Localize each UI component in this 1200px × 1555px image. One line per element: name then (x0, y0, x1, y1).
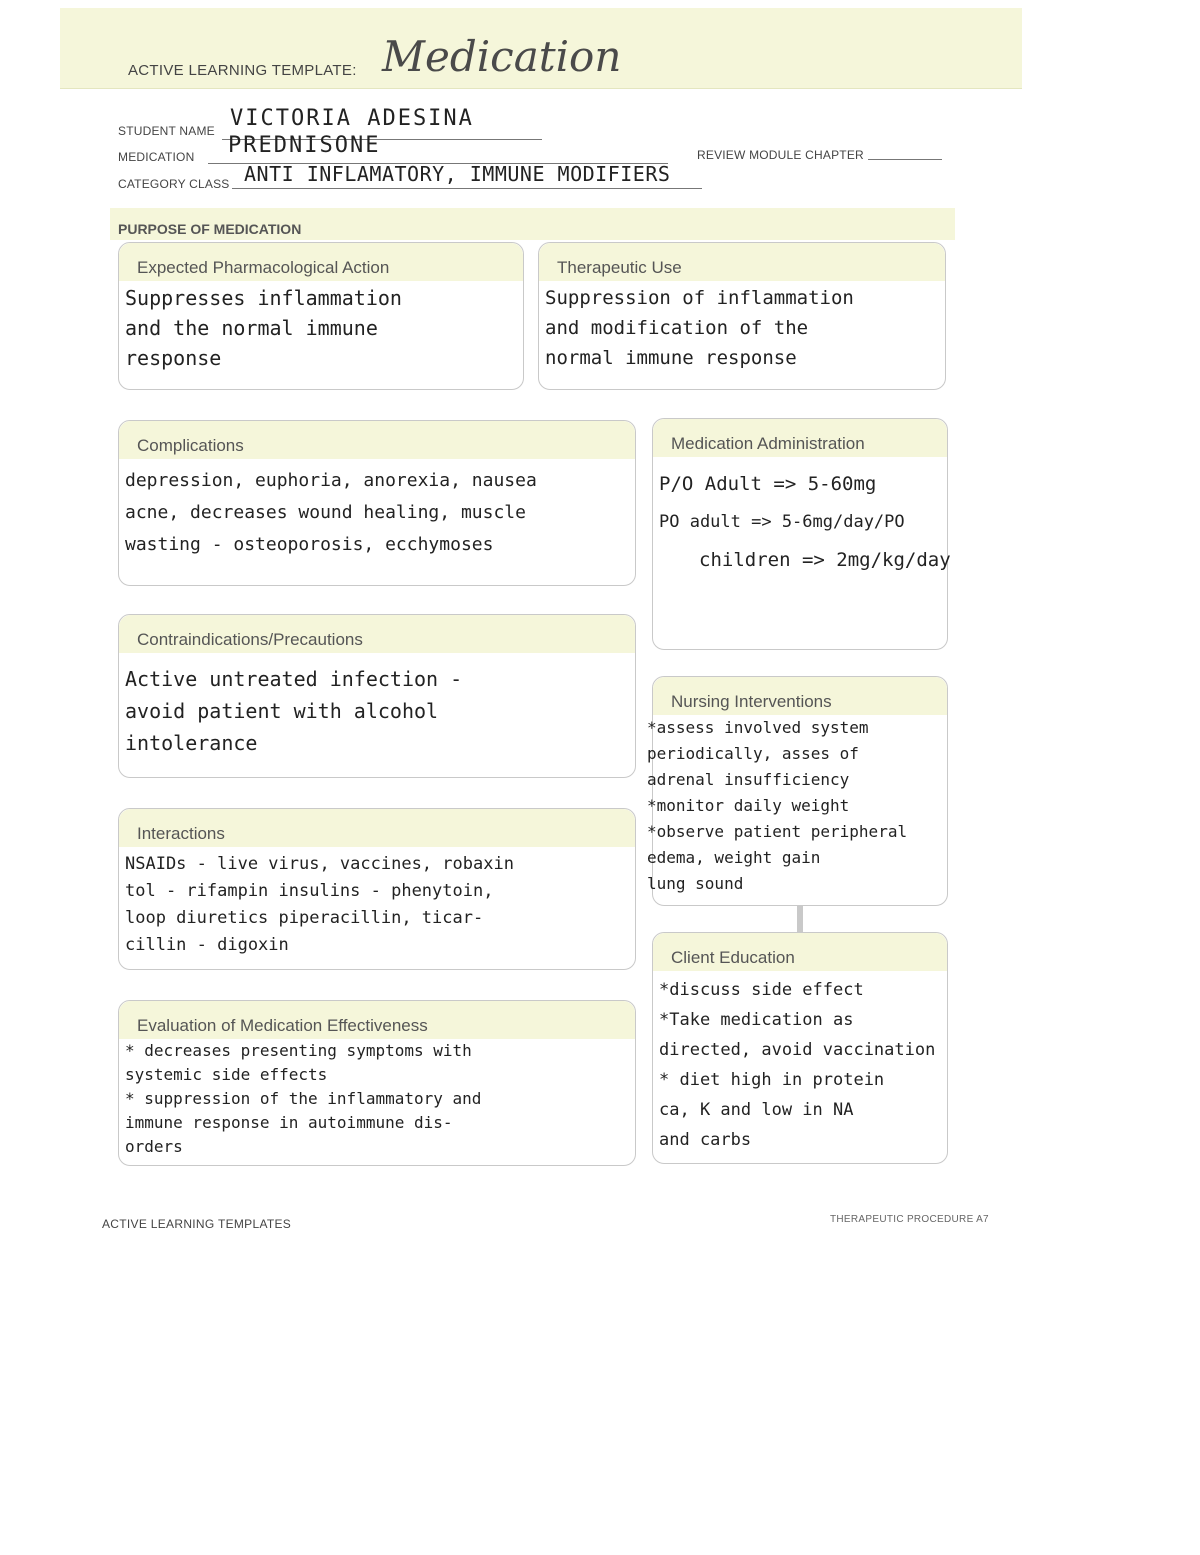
nursing-interventions-text[interactable] (647, 715, 943, 897)
client-education-box (652, 932, 948, 1164)
text-line: edema, weight gain (647, 848, 821, 867)
text-line: *assess involved system (647, 718, 869, 737)
medication-label: MEDICATION (118, 150, 195, 164)
complications-box (118, 420, 636, 586)
complications-title: Complications (137, 436, 244, 455)
text-line: avoid patient with alcohol (125, 699, 439, 723)
text-line: tol - rifampin insulins - phenytoin, (125, 881, 494, 901)
review-module-line (868, 159, 942, 160)
category-class-value[interactable]: ANTI INFLAMATORY, IMMUNE MODIFIERS (244, 162, 671, 186)
medication-administration-box (652, 418, 951, 650)
footer-left: ACTIVE LEARNING TEMPLATES (102, 1217, 292, 1231)
medication-administration-text[interactable] (659, 465, 951, 579)
text-line: NSAIDs - live virus, vaccines, robaxin (125, 854, 514, 874)
footer-right: THERAPEUTIC PROCEDURE A7 (830, 1214, 989, 1225)
student-name-value[interactable]: VICTORIA ADESINA (230, 106, 474, 131)
expected-action-box (118, 242, 524, 390)
review-module-label: REVIEW MODULE CHAPTER (697, 148, 864, 162)
text-line: Active untreated infection - (125, 667, 463, 691)
medication-administration-title: Medication Administration (671, 434, 865, 453)
text-line: Suppression of inflammation (545, 287, 854, 309)
contraindications-text[interactable] (125, 663, 631, 759)
text-line: *Take medication as (659, 1010, 854, 1030)
text-line: loop diuretics piperacillin, ticar- (125, 908, 484, 928)
text-line: systemic side effects (125, 1065, 328, 1084)
text-line: *observe patient peripheral (647, 822, 908, 841)
text-line: orders (125, 1137, 183, 1156)
expected-action-title: Expected Pharmacological Action (137, 258, 390, 277)
therapeutic-use-text[interactable] (545, 283, 941, 373)
text-line: and the normal immune (125, 316, 378, 340)
text-line: *monitor daily weight (647, 796, 850, 815)
text-line: and modification of the (545, 317, 809, 339)
nursing-interventions-box (647, 676, 948, 906)
expected-action-text[interactable] (125, 283, 519, 373)
nursing-interventions-title: Nursing Interventions (671, 692, 832, 711)
text-line: periodically, asses of (647, 744, 859, 763)
text-line: directed, avoid vaccination (659, 1040, 936, 1060)
text-line: normal immune response (545, 347, 797, 369)
interactions-text[interactable] (125, 851, 631, 959)
client-education-text[interactable] (659, 975, 943, 1155)
category-class-line (232, 188, 702, 189)
text-line: adrenal insufficiency (647, 770, 850, 789)
text-line: depression, euphoria, anorexia, nausea (125, 470, 537, 491)
connector-line (797, 906, 803, 932)
text-line: * decreases presenting symptoms with (125, 1041, 472, 1060)
client-education-title: Client Education (671, 948, 795, 967)
text-line: P/O Adult => 5-60mg (659, 473, 877, 495)
therapeutic-use-box (538, 242, 946, 390)
text-line: ca, K and low in NA (659, 1100, 854, 1120)
complications-text[interactable] (125, 465, 631, 561)
text-line: * suppression of the inflammatory and (125, 1089, 482, 1108)
text-line: immune response in autoimmune dis- (125, 1113, 453, 1132)
text-line: Suppresses inflammation (125, 286, 402, 310)
text-line: and carbs (659, 1130, 752, 1150)
category-class-label: CATEGORY CLASS (118, 177, 230, 191)
contraindications-box (118, 614, 636, 778)
text-line: acne, decreases wound healing, muscle (125, 502, 526, 523)
evaluation-box (118, 1000, 636, 1166)
text-line: *discuss side effect (659, 980, 864, 1000)
interactions-box (118, 808, 636, 970)
text-line: lung sound (647, 874, 744, 893)
text-line: intolerance (125, 731, 258, 755)
contraindications-title: Contraindications/Precautions (137, 630, 363, 649)
evaluation-title: Evaluation of Medication Effectiveness (137, 1016, 428, 1035)
text-line: PO adult => 5-6mg/day/PO (659, 512, 905, 532)
template-label: ACTIVE LEARNING TEMPLATE: (128, 62, 357, 79)
text-line: * diet high in protein (659, 1070, 885, 1090)
therapeutic-use-title: Therapeutic Use (557, 258, 682, 277)
interactions-title: Interactions (137, 824, 225, 843)
text-line: wasting - osteoporosis, ecchymoses (125, 534, 494, 555)
page-title: Medication (382, 32, 622, 81)
evaluation-text[interactable] (125, 1039, 631, 1159)
text-line: response (125, 346, 222, 370)
student-name-label: STUDENT NAME (118, 124, 215, 138)
text-line: children => 2mg/kg/day (699, 549, 951, 571)
text-line: cillin - digoxin (125, 935, 289, 955)
purpose-label: PURPOSE OF MEDICATION (118, 221, 302, 237)
medication-value[interactable]: PREDNISONE (228, 133, 381, 158)
